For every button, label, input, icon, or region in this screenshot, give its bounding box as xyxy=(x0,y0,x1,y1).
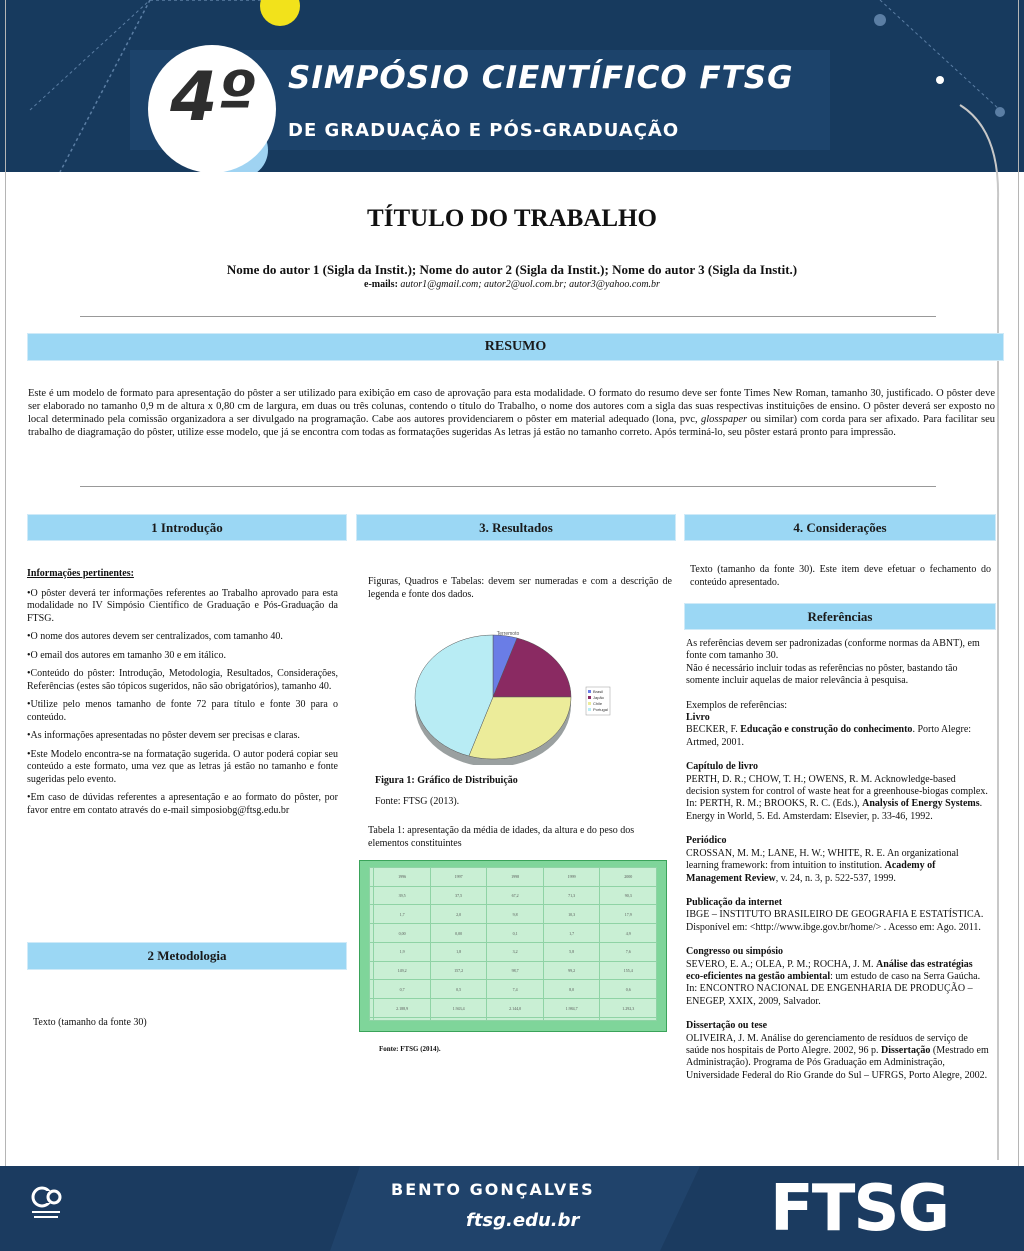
ref-bold: Dissertação xyxy=(880,1044,931,1056)
poster-title: TÍTULO DO TRABALHO xyxy=(367,205,657,232)
table-cell: 3,2 xyxy=(487,942,544,961)
table-cell xyxy=(543,1017,600,1020)
emails-value: autor1@gmail.com; autor2@uol.com.br; autor3@yahoo.com.br xyxy=(400,279,660,290)
table-cell: 8,0 xyxy=(543,980,600,999)
intro-item: •O email dos autores em tamanho 30 e em itálico. xyxy=(27,649,226,661)
references-list xyxy=(686,638,991,1094)
pie-title: Terremoto xyxy=(496,631,520,637)
table-cell: 7,6 xyxy=(600,942,657,961)
legend-label: Portugal xyxy=(593,707,608,712)
table-cell: 9,8 xyxy=(487,905,544,924)
legend-label: Japão xyxy=(593,695,604,700)
intro-subheading: Informações pertinentes: xyxy=(27,568,134,579)
table-cell: 2.188,9 xyxy=(374,999,431,1018)
ref-bold: Analysis of Energy Systems xyxy=(862,798,980,810)
legend-swatch xyxy=(588,702,591,705)
table-cell xyxy=(487,1017,544,1020)
table-cell: 0,5 xyxy=(430,980,487,999)
table-cell: 99,2 xyxy=(543,961,600,980)
table-cell: 0,7 xyxy=(374,980,431,999)
table-cell: 149,2 xyxy=(374,961,431,980)
ref-type-heading: Congresso ou simpósio xyxy=(686,946,784,958)
poster-authors: Nome do autor 1 (Sigla da Instit.); Nome do autor 2 (Sigla da Instit.); Nome do autor 3 (Sigla da Instit.) xyxy=(226,262,798,277)
ref-text: . Porto Alegre: Artmed, 2001. xyxy=(686,724,972,748)
table-cell: 1.943,4 xyxy=(430,999,487,1018)
table-cell: 98,7 xyxy=(487,961,544,980)
table-cell xyxy=(600,1017,657,1020)
table-row xyxy=(370,980,657,999)
table-header-cell: 1997 xyxy=(430,868,487,887)
ref-type-heading: Capítulo de livro xyxy=(686,761,759,773)
table-cell: 71,3 xyxy=(543,886,600,905)
event-subtitle: DE GRADUAÇÃO E PÓS-GRADUAÇÃO xyxy=(288,120,680,141)
table-cell: 37,5 xyxy=(430,886,487,905)
table-cell: 90,3 xyxy=(600,886,657,905)
data-table xyxy=(369,867,657,1021)
ref-type-heading: Publicação da internet xyxy=(686,896,783,908)
table-row xyxy=(370,886,657,905)
ref-text: (Mestrado em Administração). Programa de Pós Graduação em Administração, Universidade Federal do Rio Grande do Sul – UFRGS, Porto Alegre, 2002. xyxy=(686,1044,989,1081)
table-cell: 7,4 xyxy=(487,980,544,999)
table-header-cell: 1998 xyxy=(487,868,544,887)
methodology-text: Texto (tamanho da fonte 30) xyxy=(33,1017,147,1028)
table-header-cell: 2000 xyxy=(600,868,657,887)
legend-label: Brasil xyxy=(593,689,604,694)
resumo-text xyxy=(28,387,995,439)
table-cell: 5,8 xyxy=(543,942,600,961)
table-cell: 155,4 xyxy=(600,961,657,980)
data-table-image xyxy=(359,860,667,1032)
table-header-cell: 1999 xyxy=(543,868,600,887)
poster-emails xyxy=(0,279,1024,290)
legend-swatch xyxy=(588,690,591,693)
section-intro-heading: 1 Introdução xyxy=(27,514,347,541)
footer-url[interactable]: ftsg.edu.br xyxy=(466,1210,580,1231)
table-cell: 1,7 xyxy=(543,924,600,943)
ref-bold: Análise das estratégias eco-eficientes na gestão ambiental xyxy=(686,958,973,982)
ref-type-heading: Dissertação ou tese xyxy=(686,1020,768,1032)
table-cell: 0,1 xyxy=(487,924,544,943)
table-cell: 1,7 xyxy=(374,905,431,924)
resumo-heading: RESUMO xyxy=(27,333,1004,361)
references-intro: Não é necessário incluir todas as referências no pôster, bastando tão somente incluir aquelas de maior relevância à pesquisa. xyxy=(686,662,958,687)
table-cell: 39,5 xyxy=(374,886,431,905)
emails-label: e-mails: xyxy=(364,279,398,290)
table-cell: 2,0 xyxy=(430,905,487,924)
ref-bold: Educação e construção do conhecimento xyxy=(740,724,913,736)
section-results-heading: 3. Resultados xyxy=(356,514,676,541)
ref-text: OLIVEIRA, J. M. Análise do gerenciamento de resíduos de serviço de saúde nos hospitais de Porto Alegre. 2002, 96 p. xyxy=(686,1032,968,1056)
intro-item: •Em caso de dúvidas referentes a apresentação e ao formato do pôster, por favor entre em contato através do e-mail simposiobg@ftsg.edu.br xyxy=(27,792,338,816)
legend-swatch xyxy=(588,696,591,699)
intro-item: •Este Modelo encontra-se na formatação sugerida. O autor poderá copiar seu conteúdo a este formato, uma vez que as letras já estão no tamanho e fonte sugeridas pelo evento. xyxy=(27,748,338,785)
intro-item: •O pôster deverá ter informações referentes ao Trabalho aprovado para esta modalidade no IV Simpósio Científico de Graduação e Pós-Graduação da FTSG. xyxy=(27,587,338,624)
section-considerations-heading: 4. Considerações xyxy=(684,514,996,541)
resumo-text-a: Este é um modelo de formato para apresentação do pôster a ser utilizado para exibição em caso de aprovação para esta modalidade. O formato do resumo deve ser fonte Times New Roman, tamanho 30, justificado. O pôster deve ser elaborado no tamanho 0,9 m de altura x 0,80 cm de largura, em duas ou três colunas, contendo o título do Trabalho, o nome dos autores com a sigla das suas respectivas instituições de ensino. O pôster deverá ser exposto no local determinado pela comissão organizadora a ser divulgado na programação. Cabe aos autores providenciarem o pôster em material adequado (lona, pvc, xyxy=(28,388,995,425)
table-cell: 0,00 xyxy=(374,924,431,943)
event-title: SIMPÓSIO CIENTÍFICO FTSG xyxy=(288,60,794,96)
table-cell: 2.144,0 xyxy=(487,999,544,1018)
table-cell: 0,00 xyxy=(430,924,487,943)
table-cell: 10,3 xyxy=(543,905,600,924)
table-cell: 1,9 xyxy=(374,942,431,961)
legend-label: Chile xyxy=(593,701,603,706)
table-cell xyxy=(430,1017,487,1020)
data-table-inner xyxy=(369,867,657,1021)
table-row xyxy=(370,905,657,924)
table-row xyxy=(370,1017,657,1020)
resumo-text-b: ou similar) com corda para ser afixado. Para facilitar seu trabalho de diagramação do pôster, utilize esse modelo, que já se encontra com todas as formatações sugeridas As letras já estão no tamanho correto. Após terminá-lo, seu pôster estará pronto para impressão. xyxy=(28,414,995,438)
table-row xyxy=(370,961,657,980)
table-cell: 4,9 xyxy=(600,924,657,943)
table-cell: 157,2 xyxy=(430,961,487,980)
figure-caption: Figura 1: Gráfico de Distribuição xyxy=(375,775,518,786)
table-cell: 17,9 xyxy=(600,905,657,924)
resumo-text-italic: glosspaper xyxy=(701,414,748,425)
intro-column xyxy=(27,568,338,823)
ref-text: : um estudo de caso na Serra Gaúcha. In: ENCONTRO NACIONAL DE ENGENHARIA DE PRODUÇÃO – ENEGEP, XXIX, 2009, Salvador. xyxy=(686,970,981,1007)
ref-type-heading: Periódico xyxy=(686,835,727,847)
footer-city: BENTO GONÇALVES xyxy=(391,1180,595,1199)
pie-chart xyxy=(393,625,613,765)
section-references-heading: Referências xyxy=(684,603,996,630)
considerations-text: Texto (tamanho da fonte 30). Este item deve efetuar o fechamento do conteúdo apresentado. xyxy=(690,564,991,588)
ref-bold: Academy of Management Review xyxy=(686,860,936,884)
table-row xyxy=(370,999,657,1018)
ref-text: , v. 24, n. 3, p. 522-537, 1999. xyxy=(775,872,896,884)
ref-text: . Energy in World, 5. Ed. Amsterdam: Elsevier, p. 33-46, 1992. xyxy=(686,798,983,822)
pie-chart-svg xyxy=(393,625,613,765)
references-examples-label: Exemplos de referências: xyxy=(686,699,788,711)
intro-item: •As informações apresentadas no pôster devem ser precisas e claras. xyxy=(27,730,300,741)
divider xyxy=(80,486,936,487)
results-intro: Figuras, Quadros e Tabelas: devem ser numeradas e com a descrição de legenda e fonte dos dados. xyxy=(368,576,672,600)
ref-text: PERTH, D. R.; CHOW, T. H.; OWENS, R. M. Acknowledge-based decision system for control of waste heat for a greenhouse-biogas complex. In: PERTH, R. M.; BROOKS, R. C. (Eds.), xyxy=(686,773,988,810)
divider xyxy=(80,316,936,317)
ftsg-logo xyxy=(770,1172,975,1238)
section-methodology-heading: 2 Metodologia xyxy=(27,942,347,970)
ref-text: BECKER, F. xyxy=(686,724,741,736)
references-intro: As referências devem ser padronizadas (conforme normas da ABNT), em fonte com tamanho 30. xyxy=(686,638,980,662)
ref-text: CROSSAN, M. M.; LANE, H. W.; WHITE, R. E. An organizational learning framework: from intuition to institution. xyxy=(686,847,959,872)
table-caption: Tabela 1: apresentação da média de idades, da altura e do peso dos elementos constituintes xyxy=(368,825,635,849)
intro-item: •Conteúdo do pôster: Introdução, Metodologia, Resultados, Considerações, Referências (estes são tópicos sugeridos, não são obrigatórios), tamanho 40. xyxy=(27,668,338,692)
table-row xyxy=(370,942,657,961)
ftsg-logo-text: FTSG xyxy=(770,1172,948,1238)
sponsor-logo-icon xyxy=(28,1183,68,1223)
table-cell: 0,6 xyxy=(600,980,657,999)
table-cell: 1.292,3 xyxy=(600,999,657,1018)
table-cell: 1.984,7 xyxy=(543,999,600,1018)
intro-item: •O nome dos autores devem ser centralizados, com tamanho 40. xyxy=(27,631,283,642)
legend-swatch xyxy=(588,708,591,711)
figure-source: Fonte: FTSG (2013). xyxy=(375,796,460,807)
ref-type-heading: Livro xyxy=(686,712,710,724)
ref-text: SEVERO, E. A.; OLEA, P. M.; ROCHA, J. M. xyxy=(686,958,877,970)
table-source: Fonte: FTSG (2014). xyxy=(379,1045,441,1053)
table-cell xyxy=(374,1017,431,1020)
table-cell: 1,8 xyxy=(430,942,487,961)
intro-item: •Utilize pelo menos tamanho de fonte 72 para título e fonte 30 para o conteúdo. xyxy=(27,699,338,723)
table-row xyxy=(370,924,657,943)
edition-number: 4º xyxy=(170,58,256,137)
table-header-cell: 1996 xyxy=(374,868,431,887)
ref-text: IBGE – INSTITUTO BRASILEIRO DE GEOGRAFIA E ESTATÍSTICA. Disponível em: <http://www.ibge.gov.br/home/> . Acesso em: Ago. 2011. xyxy=(686,909,984,933)
table-cell: 67,2 xyxy=(487,886,544,905)
